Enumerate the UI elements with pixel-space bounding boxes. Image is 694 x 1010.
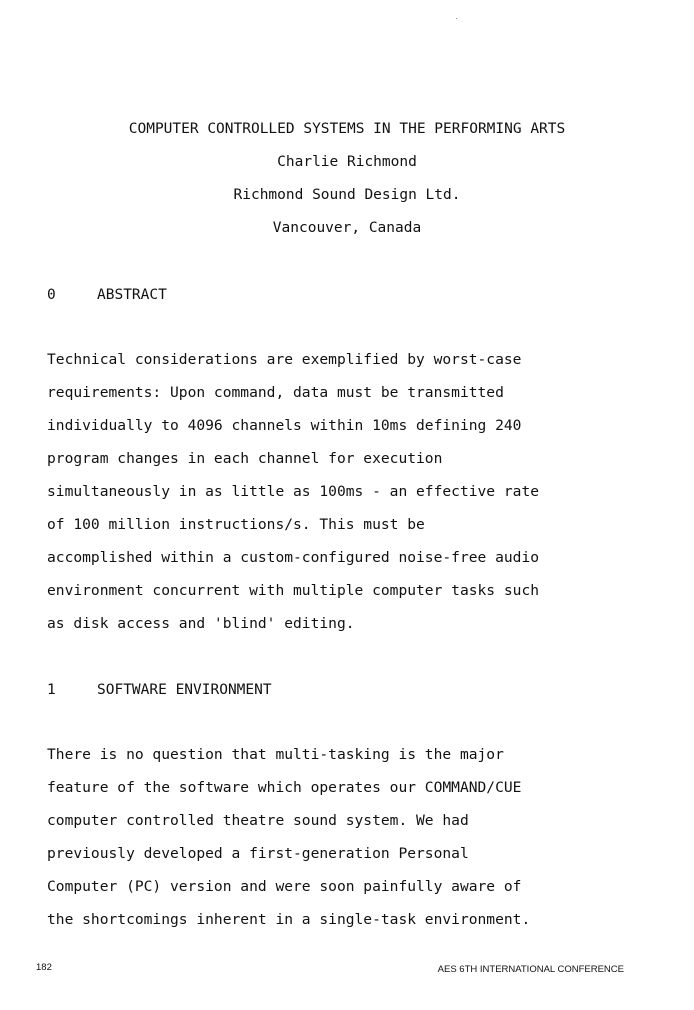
- text-line: of 100 million instructions/s. This must be: [47, 516, 425, 533]
- text-line: simultaneously in as little as 100ms - an effective rate: [47, 483, 540, 500]
- text-line: Technical considerations are exemplified by worst-case: [47, 351, 522, 368]
- software-environment-paragraph: [47, 738, 647, 936]
- section-number: 1: [47, 682, 56, 698]
- text-line: program changes in each channel for execution: [47, 450, 443, 467]
- author-location: Vancouver, Canada: [272, 220, 422, 236]
- text-line: accomplished within a custom-configured noise-free audio: [47, 549, 540, 566]
- text-line: There is no question that multi-tasking is the major: [47, 746, 504, 763]
- text-line: the shortcomings inherent in a single-task environment.: [47, 911, 531, 928]
- text-line: Computer (PC) version and were soon painfully aware of: [47, 878, 522, 895]
- section-heading-abstract: [47, 285, 167, 305]
- scan-speck: [456, 18, 457, 19]
- section-heading-software-environment: [47, 680, 272, 700]
- text-line: environment concurrent with multiple computer tasks such: [47, 582, 540, 599]
- abstract-paragraph: [47, 343, 647, 640]
- text-line: computer controlled theatre sound system. We had: [47, 812, 469, 829]
- author-affiliation: Richmond Sound Design Ltd.: [233, 187, 461, 203]
- text-line: previously developed a first-generation Personal: [47, 845, 469, 862]
- section-title: SOFTWARE ENVIRONMENT: [97, 682, 272, 698]
- text-line: feature of the software which operates our COMMAND/CUE: [47, 779, 522, 796]
- text-line: individually to 4096 channels within 10ms defining 240: [47, 417, 522, 434]
- paper-title: COMPUTER CONTROLLED SYSTEMS IN THE PERFORMING ARTS: [128, 121, 566, 137]
- author-name: Charlie Richmond: [277, 154, 417, 170]
- conference-footer: AES 6TH INTERNATIONAL CONFERENCE: [437, 964, 624, 975]
- section-title: ABSTRACT: [97, 287, 167, 303]
- text-line: as disk access and 'blind' editing.: [47, 615, 355, 632]
- page-number: 182: [36, 962, 52, 973]
- section-number: 0: [47, 287, 56, 303]
- text-line: requirements: Upon command, data must be transmitted: [47, 384, 504, 401]
